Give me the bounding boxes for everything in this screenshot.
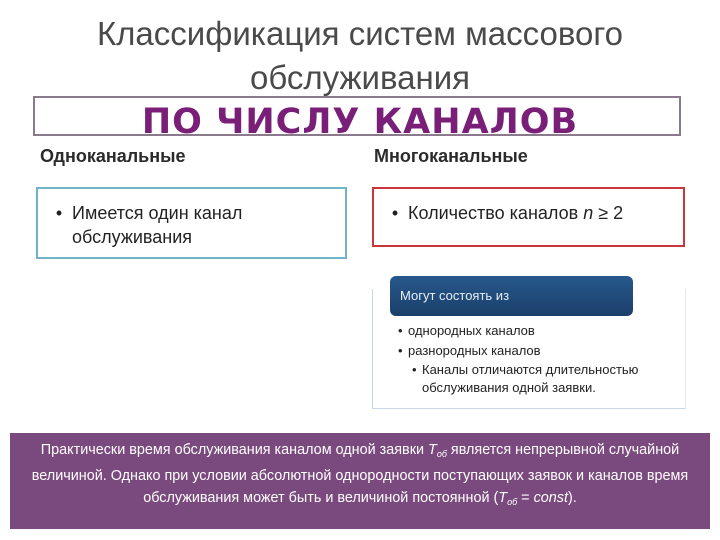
bullet-icon: • bbox=[398, 343, 403, 358]
bullet-icon: • bbox=[391, 203, 399, 223]
single-channel-heading: Одноканальные bbox=[40, 146, 186, 166]
composition-header: Могут состоять из bbox=[390, 276, 633, 316]
list-item bbox=[398, 321, 683, 341]
info-var-const: const bbox=[533, 490, 568, 506]
homogeneous-channels: однородных каналов bbox=[408, 323, 535, 338]
info-text-1: Практически время обслуживания каналом одной заявки bbox=[40, 442, 429, 458]
heterogeneous-channels: разнородных каналов bbox=[408, 343, 541, 358]
page-title bbox=[40, 12, 680, 100]
title-line-2: обслуживания bbox=[249, 59, 471, 96]
bullet-icon: • bbox=[412, 362, 417, 377]
info-sub-ob: об bbox=[436, 449, 447, 459]
list-item bbox=[46, 201, 335, 249]
info-text-4: ). bbox=[567, 490, 577, 506]
single-channel-box bbox=[36, 187, 347, 259]
bullet-icon: • bbox=[398, 323, 403, 338]
nested-text-1: Каналы отличаются длительностью bbox=[422, 362, 639, 377]
multi-channel-box bbox=[372, 187, 685, 247]
bullet-icon: • bbox=[55, 203, 63, 223]
info-text-3: = bbox=[517, 490, 534, 506]
single-channel-text-1: Имеется один канал bbox=[72, 203, 243, 223]
multi-channel-condition: ≥ 2 bbox=[593, 203, 624, 223]
info-panel bbox=[10, 433, 710, 529]
list-item bbox=[382, 201, 673, 225]
multi-channel-heading: Многоканальные bbox=[374, 146, 528, 166]
title-line-1: Классификация систем массового bbox=[96, 15, 624, 52]
info-sub-ob-2: об bbox=[507, 497, 518, 507]
info-var-t: T bbox=[428, 442, 437, 458]
multi-channel-text: Количество каналов bbox=[408, 203, 584, 223]
composition-list bbox=[398, 321, 683, 397]
single-channel-text-2: обслуживания bbox=[72, 227, 193, 247]
channel-count-variable: n bbox=[583, 203, 594, 223]
info-text-2: является непрерывной случайной величиной. Однако при условии абсолютной однородности поступающих заявок и каналов время обслуживания может быть и величиной постоянной ( bbox=[31, 442, 689, 506]
list-item bbox=[398, 341, 683, 361]
nested-list-item bbox=[398, 361, 683, 397]
info-var-t-2: T bbox=[498, 490, 508, 506]
nested-text-2: обслуживания одной заявки. bbox=[422, 380, 596, 395]
banner-heading: ПО ЧИСЛУ КАНАЛОВ bbox=[141, 102, 579, 142]
